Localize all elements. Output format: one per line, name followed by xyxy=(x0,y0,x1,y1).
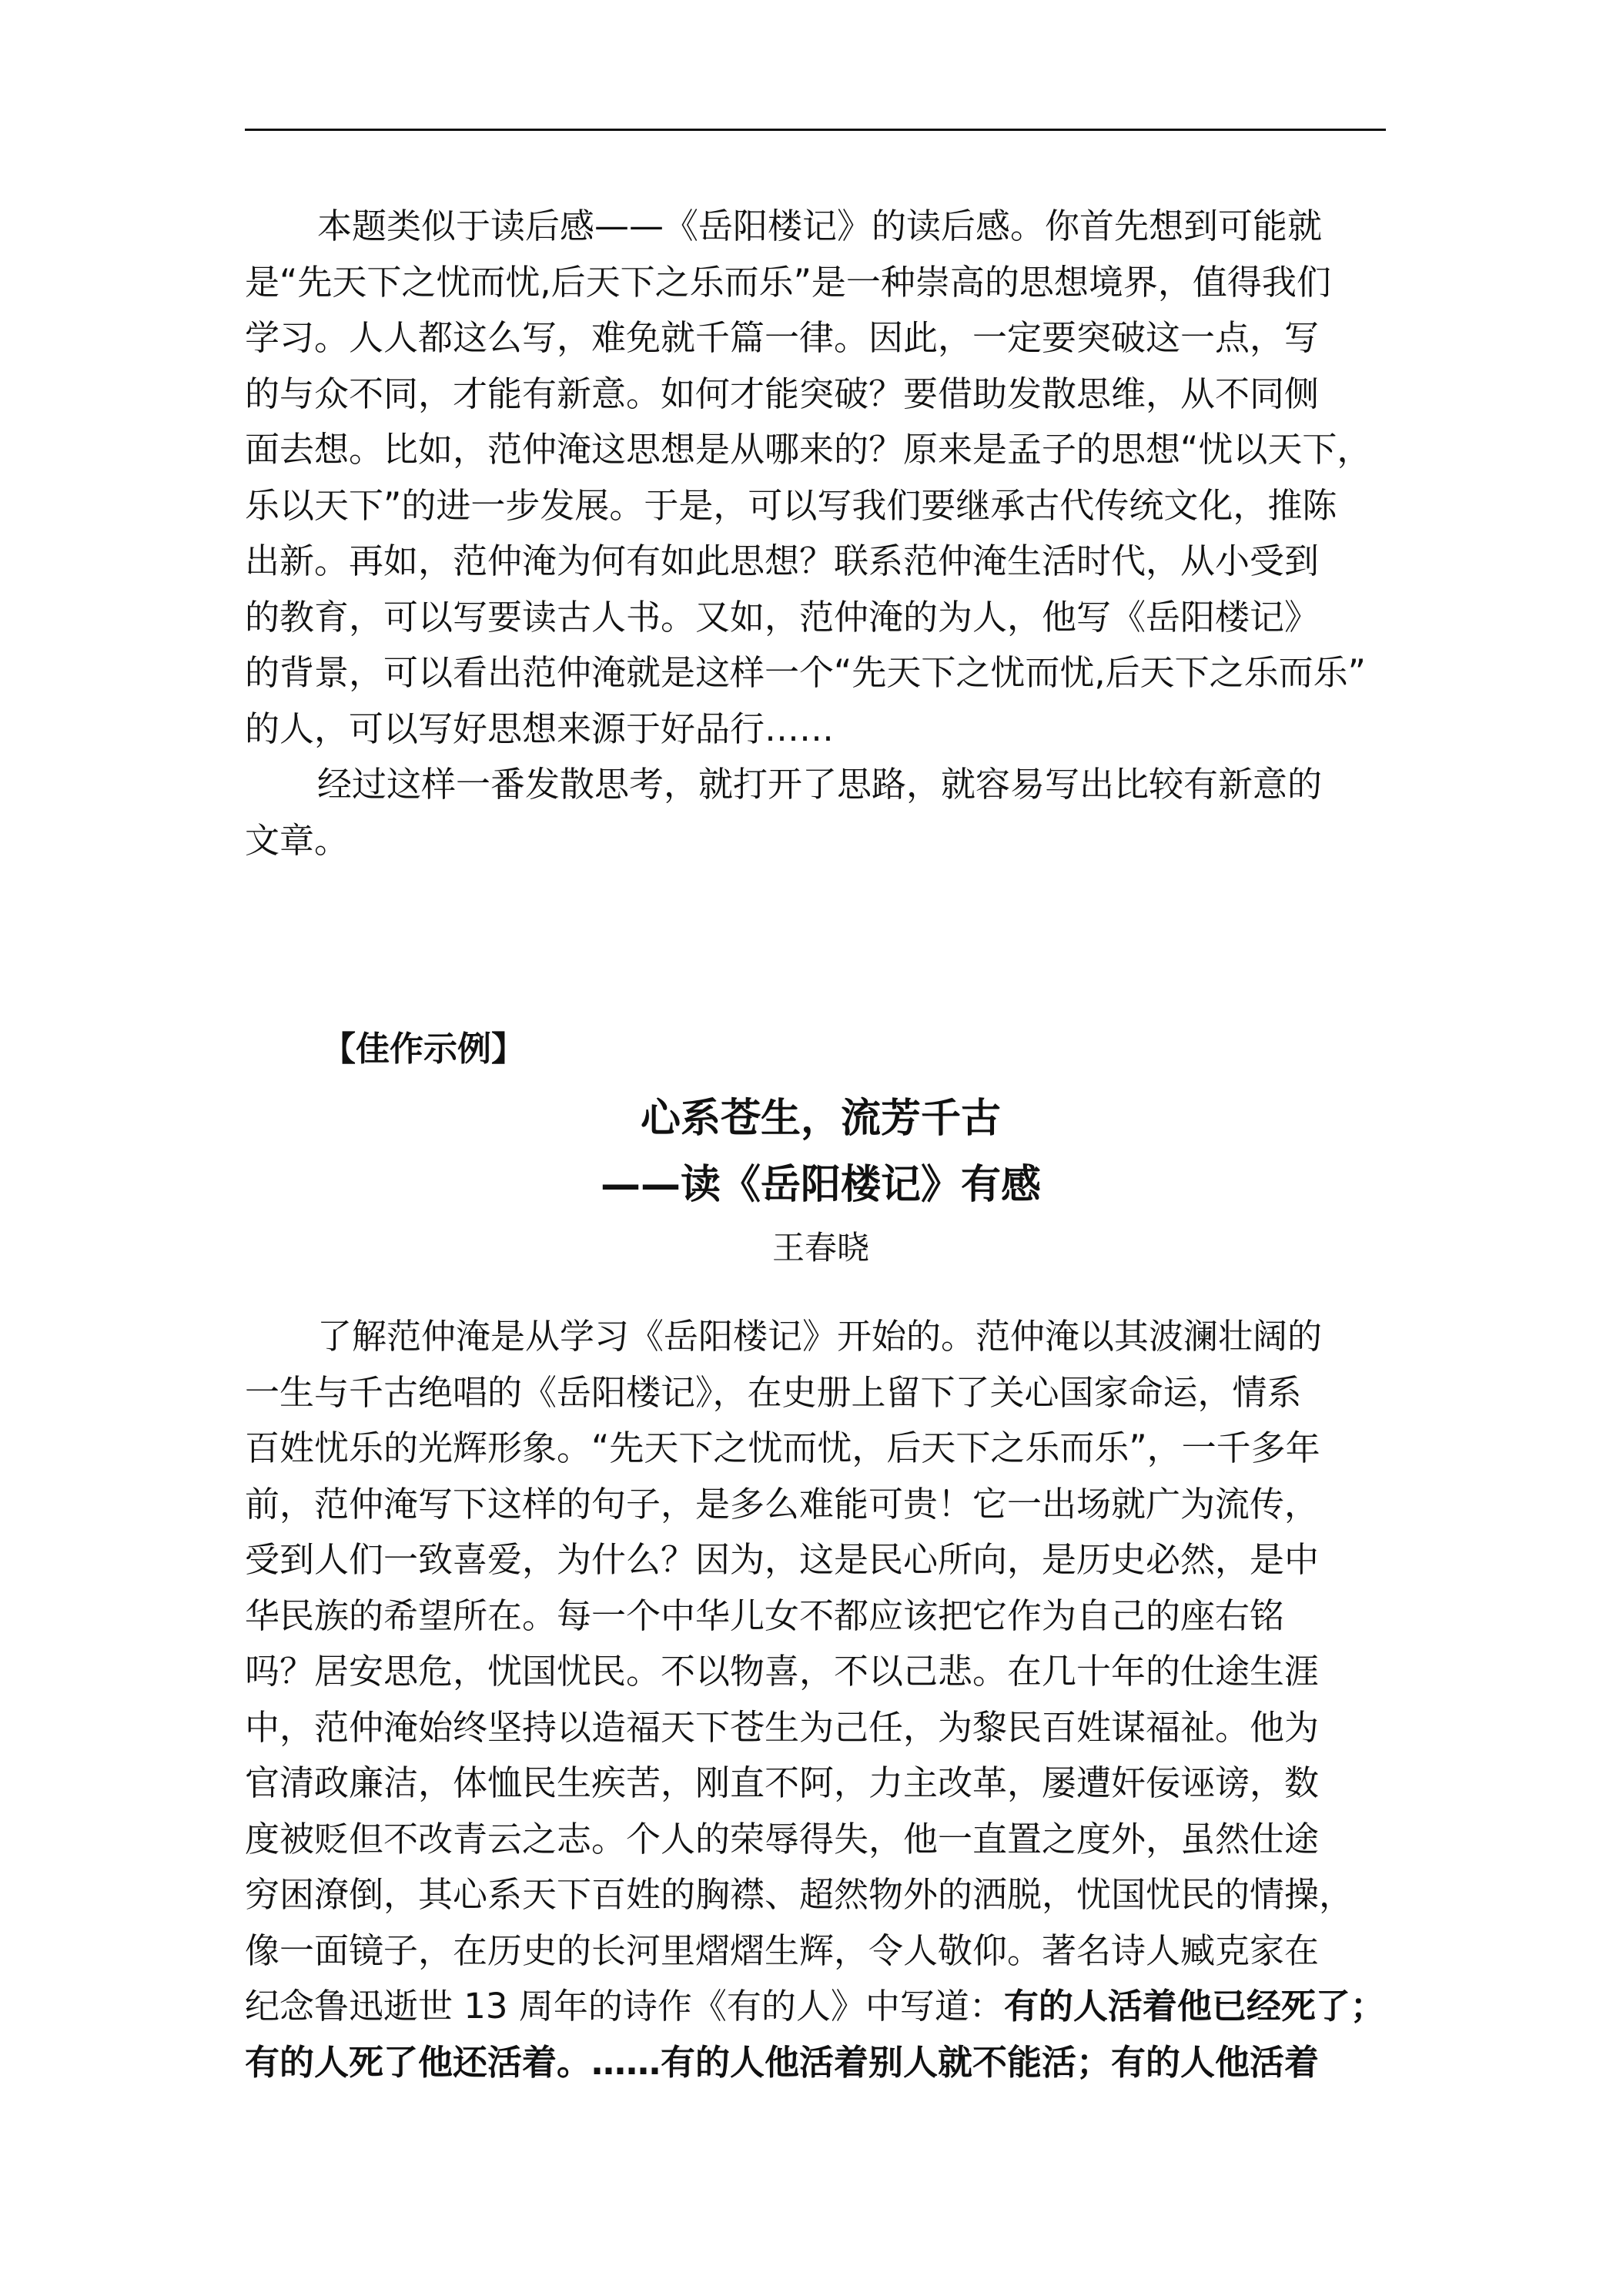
paragraph-line: 乐以天下”的进一步发展。于是，可以写我们要继承古代传统文化，推陈 xyxy=(245,484,1337,526)
paragraph-line: 穷困潦倒，其心系天下百姓的胸襟、超然物外的洒脱，忧国忧民的情操， xyxy=(245,1874,1354,1915)
section-label: 【佳作示例】 xyxy=(322,1029,525,1069)
intro-text-block xyxy=(245,199,1386,869)
header-rule xyxy=(245,129,1386,131)
paragraph-line: 的背景，可以看出范仲淹就是这样一个“先天下之忧而忧,后天下之乐而乐” xyxy=(245,652,1366,693)
paragraph-line: 一生与千古绝唱的《岳阳楼记》，在史册上留下了关心国家命运，情系 xyxy=(245,1371,1302,1413)
paragraph-line: 中，范仲淹始终坚持以造福天下苍生为己任，为黎民百姓谋福祉。他为 xyxy=(245,1706,1320,1748)
paragraph-line: 文章。 xyxy=(245,819,350,861)
paragraph-line: 度被贬但不改青云之志。个人的荣辱得失，他一直置之度外，虽然仕途 xyxy=(245,1818,1320,1859)
paragraph-line: 官清政廉洁，体恤民生疾苦，刚直不阿，力主改革，屡遭奸佞诬谤，数 xyxy=(245,1762,1320,1803)
paragraph-line: 面去想。比如，范仲淹这思想是从哪来的？原来是孟子的思想“忧以天下， xyxy=(245,429,1372,470)
paragraph-line: 的人，可以写好思想来源于好品行…… xyxy=(245,708,835,749)
paragraph-line xyxy=(245,1979,1386,2035)
paragraph-line: 百姓忧乐的光辉形象。“先天下之忧而忧，后天下之乐而乐”，一千多年 xyxy=(245,1427,1320,1468)
quoted-poem-text: 有的人活着他已经死了； xyxy=(1003,1986,1385,2027)
paragraph-line: 前，范仲淹写下这样的句子，是多么难能可贵！它一出场就广为流传， xyxy=(245,1483,1320,1525)
paragraph-text: 纪念鲁迅逝世 13 周年的诗作《有的人》中写道： xyxy=(245,1986,1004,2027)
paragraph-line: 像一面镜子，在历史的长河里熠熠生辉，令人敬仰。著名诗人臧克家在 xyxy=(245,1930,1320,1971)
paragraph-line: 华民族的希望所在。每一个中华儿女不都应该把它作为自己的座右铭 xyxy=(245,1595,1285,1636)
paragraph-line: 的教育，可以写要读古人书。又如，范仲淹的为人，他写《岳阳楼记》 xyxy=(245,596,1320,638)
paragraph-line: 的与众不同，才能有新意。如何才能突破？要借助发散思维，从不同侧 xyxy=(245,373,1320,414)
paragraph-line: 出新。再如，范仲淹为何有如此思想？联系范仲淹生活时代，从小受到 xyxy=(245,541,1320,581)
paragraph-line: 经过这样一番发散思考，就打开了思路，就容易写出比较有新意的 xyxy=(317,764,1323,805)
quoted-poem-line: 有的人死了他还活着。……有的人他活着别人就不能活；有的人他活着 xyxy=(245,2041,1320,2083)
paragraph-line: 学习。人人都这么写，难免就千篇一律。因此，一定要突破这一点，写 xyxy=(245,317,1320,358)
article-author: 王春晓 xyxy=(771,1229,869,1267)
article-text-block xyxy=(245,1309,1386,2090)
article-subtitle: ——读《岳阳楼记》有感 xyxy=(600,1162,1041,1208)
paragraph-line: 了解范仲淹是从学习《岳阳楼记》开始的。范仲淹以其波澜壮阔的 xyxy=(317,1316,1323,1357)
paragraph-line: 吗？居安思危，忧国忧民。不以物喜，不以己悲。在几十年的仕途生涯 xyxy=(245,1651,1320,1692)
article-title: 心系苍生，流芳千古 xyxy=(640,1096,1001,1142)
paragraph-line: 本题类似于读后感——《岳阳楼记》的读后感。你首先想到可能就 xyxy=(317,206,1323,246)
paragraph-line: 是“先天下之忧而忧,后天下之乐而乐”是一种崇高的思想境界，值得我们 xyxy=(245,261,1331,303)
paragraph-line: 受到人们一致喜爱，为什么？因为，这是民心所向，是历史必然，是中 xyxy=(245,1539,1320,1580)
